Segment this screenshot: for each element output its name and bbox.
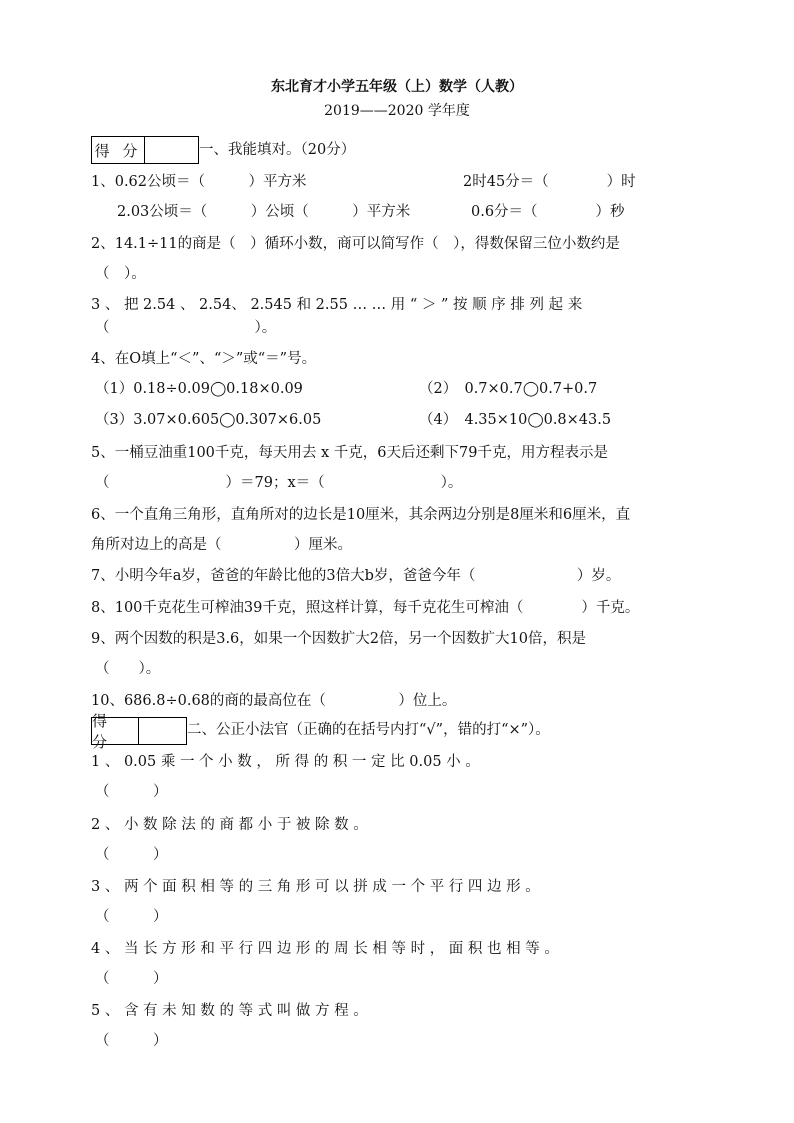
score-blank-2 [139,718,186,744]
score-label-2: 得 分 [92,718,139,744]
q7: 7、小明今年a岁，爸爸的年龄比他的3倍大b岁，爸爸今年（ ）岁。 [91,568,621,584]
tf-paren-1: （ ） [95,784,168,800]
q3b: （ ）。 [95,320,277,336]
q4: 4、在O填上“＜”、“＞”或“＝”号。 [91,351,317,367]
q8: 8、100千克花生可榨油39千克，照这样计算，每千克花生可榨油（ ）千克。 [91,600,640,616]
section1-heading: 一、我能填对。（20分） [199,142,356,158]
score-blank [145,137,198,163]
section2-heading: 二、公正小法官（正确的在括号内打“√”，错的打“×”）。 [187,722,550,738]
q6a: 6、一个直角三角形，直角所对的边长是10厘米，其余两边分别是8厘米和6厘米，直 [91,507,631,523]
tf-item-5: 5 、 含 有 未 知 数 的 等 式 叫 做 方 程 。 [91,1003,368,1019]
q5a: 5、一桶豆油重100千克，每天用去 x 千克，6天后还剩下79千克，用方程表示是 [91,445,608,461]
score-box-1 [91,136,199,164]
q3a: 3 、 把 2.54 、 2.54、 2.545 和 2.55 … … 用 “ ＞ ” 按 顺 序 排 列 起 来 [91,297,583,313]
q4-3: （3）3.07×0.605◯0.307×6.05 [95,412,322,428]
q1c: 2.03公顷＝（ ）公顷（ ）平方米 [117,204,411,220]
q4-2: （2） 0.7×0.7◯0.7+0.7 [419,381,598,397]
tf-item-2: 2 、 小 数 除 法 的 商 都 小 于 被 除 数 。 [91,817,368,833]
tf-item-1: 1 、 0.05 乘 一 个 小 数 ， 所 得 的 积 一 定 比 0.05 小 。 [91,754,480,770]
q1a: 1、0.62公顷＝（ ）平方米 [91,174,307,190]
school-year: 2019——2020 学年度 [324,103,470,119]
score-box-2 [91,712,187,751]
q10: 10、686.8÷0.68的商的最高位在（ ）位上。 [91,693,457,709]
q4-1: （1）0.18÷0.09◯0.18×0.09 [95,381,303,397]
tf-paren-4: （ ） [95,971,168,987]
q2a: 2、14.1÷11的商是（ ）循环小数，商可以简写作（ ），得数保留三位小数约是 [91,236,620,252]
q9b: （ ）。 [95,661,161,677]
tf-paren-3: （ ） [95,909,168,925]
q5b: （ ）＝79；x＝（ ）。 [95,475,463,491]
score-label: 得 分 [92,137,145,163]
tf-item-3: 3 、 两 个 面 积 相 等 的 三 角 形 可 以 拼 成 一 个 平 行 四 边 形 。 [91,879,540,895]
q4-4: （4） 4.35×10◯0.8×43.5 [419,412,612,428]
q2b: （ ）。 [95,266,146,282]
tf-item-4: 4 、 当 长 方 形 和 平 行 四 边 形 的 周 长 相 等 时 ， 面 积 也 相 等 。 [91,941,559,957]
tf-paren-2: （ ） [95,847,168,863]
q9a: 9、两个因数的积是3.6，如果一个因数扩大2倍，另一个因数扩大10倍，积是 [91,631,586,647]
q6b: 角所对边上的高是（ ）厘米。 [91,537,352,553]
q1d: 0.6分＝（ ）秒 [471,204,625,220]
q1b: 2时45分＝（ ）时 [463,174,636,190]
page-title: 东北育才小学五年级（上）数学（人教） [271,79,523,95]
tf-paren-5: （ ） [95,1033,168,1049]
